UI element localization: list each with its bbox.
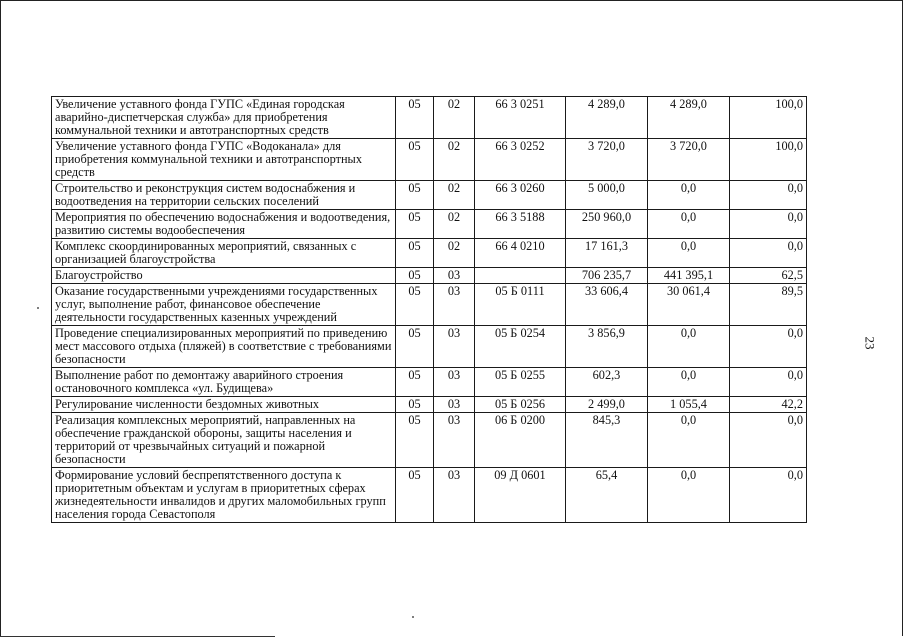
section-code-cell: 05 — [396, 97, 434, 139]
row-name-cell: Реализация комплексных мероприятий, направленных на обеспечение гражданской обороны, защиты населения и территорий от чрезвычайных ситуаций и пожарной безопасности — [52, 413, 396, 468]
percent-cell: 42,2 — [730, 397, 807, 413]
actual-amount-cell: 1 055,4 — [648, 397, 730, 413]
row-name-cell: Увеличение уставного фонда ГУПС «Единая городская аварийно-диспетчерская служба» для приобретения коммунальной техники и автотранспортных средств — [52, 97, 396, 139]
percent-cell: 0,0 — [730, 239, 807, 268]
target-code-cell: 66 3 5188 — [475, 210, 566, 239]
section-code-cell: 05 — [396, 181, 434, 210]
actual-amount-cell: 0,0 — [648, 210, 730, 239]
percent-cell: 0,0 — [730, 181, 807, 210]
row-name-cell: Увеличение уставного фонда ГУПС «Водоканала» для приобретения коммунальной техники и автотранспортных средств — [52, 139, 396, 181]
percent-cell: 89,5 — [730, 284, 807, 326]
target-code-cell — [475, 268, 566, 284]
page-number: 23 — [862, 336, 878, 350]
section-code-cell: 05 — [396, 210, 434, 239]
planned-amount-cell: 33 606,4 — [566, 284, 648, 326]
actual-amount-cell: 0,0 — [648, 181, 730, 210]
table-row — [52, 97, 807, 139]
target-code-cell: 05 Б 0255 — [475, 368, 566, 397]
actual-amount-cell: 0,0 — [648, 326, 730, 368]
section-code-cell: 05 — [396, 268, 434, 284]
planned-amount-cell: 4 289,0 — [566, 97, 648, 139]
actual-amount-cell: 441 395,1 — [648, 268, 730, 284]
target-code-cell: 05 Б 0254 — [475, 326, 566, 368]
bottom-rule — [0, 636, 275, 637]
section-code-cell: 05 — [396, 139, 434, 181]
percent-cell: 0,0 — [730, 368, 807, 397]
subsection-code-cell: 03 — [434, 413, 475, 468]
scan-speck — [37, 307, 39, 309]
table-row — [52, 368, 807, 397]
budget-table — [51, 96, 807, 523]
planned-amount-cell: 5 000,0 — [566, 181, 648, 210]
actual-amount-cell: 0,0 — [648, 413, 730, 468]
section-code-cell: 05 — [396, 326, 434, 368]
planned-amount-cell: 845,3 — [566, 413, 648, 468]
planned-amount-cell: 2 499,0 — [566, 397, 648, 413]
row-name-cell: Формирование условий беспрепятственного доступа к приоритетным объектам и услугам в приоритетных сферах жизнедеятельности инвалидов и других маломобильных групп населения города Севастополя — [52, 468, 396, 523]
planned-amount-cell: 17 161,3 — [566, 239, 648, 268]
target-code-cell: 66 4 0210 — [475, 239, 566, 268]
actual-amount-cell: 4 289,0 — [648, 97, 730, 139]
table-row — [52, 397, 807, 413]
table-row — [52, 268, 807, 284]
row-name-cell: Благоустройство — [52, 268, 396, 284]
subsection-code-cell: 02 — [434, 139, 475, 181]
table-row — [52, 413, 807, 468]
row-name-cell: Проведение специализированных мероприятий по приведению мест массового отдыха (пляжей) в соответствие с требованиями безопасности — [52, 326, 396, 368]
budget-table-body — [52, 97, 807, 523]
percent-cell: 62,5 — [730, 268, 807, 284]
section-code-cell: 05 — [396, 397, 434, 413]
table-row — [52, 326, 807, 368]
target-code-cell: 09 Д 0601 — [475, 468, 566, 523]
subsection-code-cell: 02 — [434, 239, 475, 268]
scan-speck — [412, 616, 414, 618]
row-name-cell: Выполнение работ по демонтажу аварийного строения остановочного комплекса «ул. Будищева» — [52, 368, 396, 397]
subsection-code-cell: 03 — [434, 326, 475, 368]
subsection-code-cell: 02 — [434, 181, 475, 210]
row-name-cell: Оказание государственными учреждениями государственных услуг, выполнение работ, финансовое обеспечение деятельности государственных казенных учреждений — [52, 284, 396, 326]
subsection-code-cell: 03 — [434, 368, 475, 397]
table-row — [52, 210, 807, 239]
planned-amount-cell: 3 720,0 — [566, 139, 648, 181]
target-code-cell: 05 Б 0111 — [475, 284, 566, 326]
section-code-cell: 05 — [396, 368, 434, 397]
actual-amount-cell: 0,0 — [648, 368, 730, 397]
target-code-cell: 05 Б 0256 — [475, 397, 566, 413]
table-row — [52, 181, 807, 210]
subsection-code-cell: 03 — [434, 397, 475, 413]
row-name-cell: Мероприятия по обеспечению водоснабжения и водоотведения, развитию системы водообеспечения — [52, 210, 396, 239]
actual-amount-cell: 0,0 — [648, 468, 730, 523]
subsection-code-cell: 03 — [434, 468, 475, 523]
subsection-code-cell: 02 — [434, 210, 475, 239]
table-row — [52, 239, 807, 268]
planned-amount-cell: 65,4 — [566, 468, 648, 523]
percent-cell: 100,0 — [730, 97, 807, 139]
actual-amount-cell: 3 720,0 — [648, 139, 730, 181]
table-row — [52, 284, 807, 326]
row-name-cell: Комплекс скоординированных мероприятий, связанных с организацией благоустройства — [52, 239, 396, 268]
planned-amount-cell: 602,3 — [566, 368, 648, 397]
actual-amount-cell: 30 061,4 — [648, 284, 730, 326]
target-code-cell: 06 Б 0200 — [475, 413, 566, 468]
row-name-cell: Регулирование численности бездомных животных — [52, 397, 396, 413]
target-code-cell: 66 3 0251 — [475, 97, 566, 139]
table-row — [52, 468, 807, 523]
percent-cell: 0,0 — [730, 468, 807, 523]
subsection-code-cell: 03 — [434, 284, 475, 326]
planned-amount-cell: 706 235,7 — [566, 268, 648, 284]
planned-amount-cell: 3 856,9 — [566, 326, 648, 368]
subsection-code-cell: 02 — [434, 97, 475, 139]
percent-cell: 0,0 — [730, 413, 807, 468]
section-code-cell: 05 — [396, 239, 434, 268]
target-code-cell: 66 3 0260 — [475, 181, 566, 210]
section-code-cell: 05 — [396, 468, 434, 523]
actual-amount-cell: 0,0 — [648, 239, 730, 268]
percent-cell: 100,0 — [730, 139, 807, 181]
subsection-code-cell: 03 — [434, 268, 475, 284]
row-name-cell: Строительство и реконструкция систем водоснабжения и водоотведения на территории сельских поселений — [52, 181, 396, 210]
table-row — [52, 139, 807, 181]
target-code-cell: 66 3 0252 — [475, 139, 566, 181]
section-code-cell: 05 — [396, 413, 434, 468]
section-code-cell: 05 — [396, 284, 434, 326]
planned-amount-cell: 250 960,0 — [566, 210, 648, 239]
percent-cell: 0,0 — [730, 326, 807, 368]
percent-cell: 0,0 — [730, 210, 807, 239]
